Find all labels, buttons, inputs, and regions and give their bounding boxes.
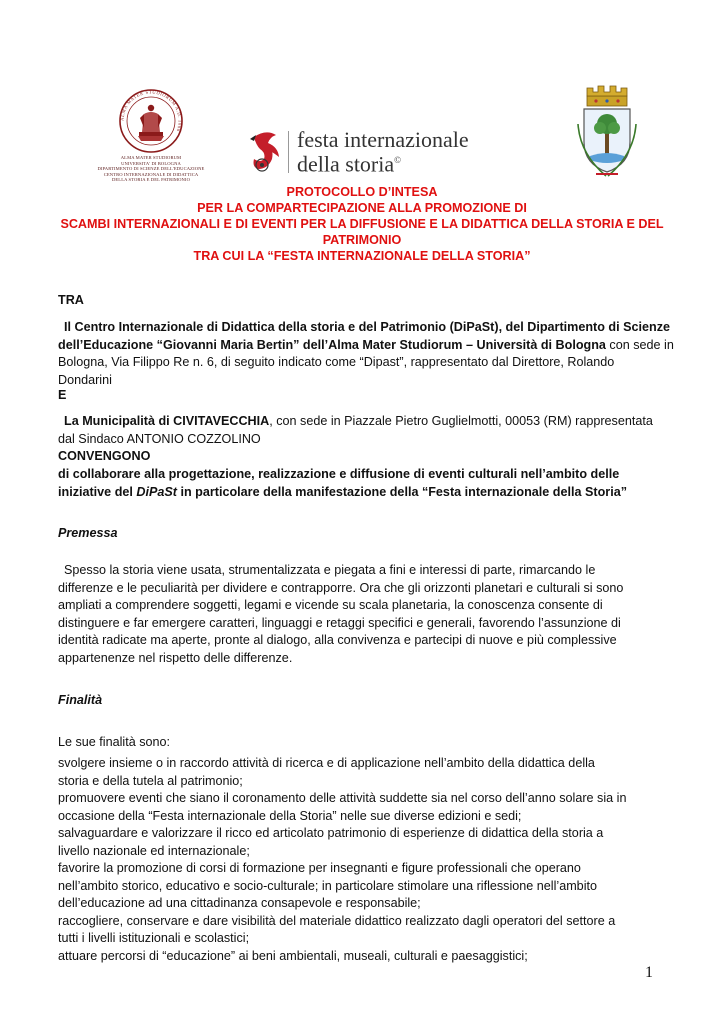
finalita-list	[58, 755, 654, 965]
finalita-line: promuovere eventi che siano il coronamento delle attività suddette sia nel corso dell’anno solare sia in	[58, 791, 627, 805]
coat-of-arms-icon	[576, 84, 638, 180]
festa-logo	[248, 128, 469, 176]
university-line: DIPARTIMENTO DI SCIENZE DELL'EDUCAZIONE	[97, 166, 205, 172]
party-one-line: Dondarini	[58, 372, 112, 387]
title-line: SCAMBI INTERNAZIONALI E DI EVENTI PER LA DIFFUSIONE E LA DIDATTICA DELLA STORIA E DEL	[60, 217, 664, 231]
finalita-line: occasione della “Festa internazionale della Storia” nelle sue diverse edizioni e sedi;	[58, 808, 522, 823]
agreement-text: iniziative del	[58, 484, 137, 499]
party-one-bold-text: dell’Educazione “Giovanni Maria Bertin” dell’Alma Mater Studiorum – Università di Bologna	[58, 337, 606, 352]
festa-bird-icon	[248, 129, 282, 175]
document-title	[40, 184, 684, 264]
premessa-line: appartenenze nel rispetto delle differenze.	[58, 650, 293, 665]
finalita-line: storia e della tutela al patrimonio;	[58, 773, 243, 788]
finalita-line: dell’educazione ad una cittadinanza consapevole e responsabile;	[58, 896, 421, 910]
party-one-line: Il Centro Internazionale di Didattica della storia e del Patrimonio (DiPaSt), del Dipartimento di Scienze	[64, 320, 671, 334]
party-two-text: , con sede in Piazzale Pietro Guglielmotti, 00053 (RM) rappresentata	[269, 414, 653, 428]
festa-title-line1: festa internazionale	[297, 127, 469, 153]
university-line: ALMA MATER STUDIORUM	[120, 155, 182, 160]
title-line: PROTOCOLLO D’INTESA	[286, 185, 438, 199]
title-line: TRA CUI LA “FESTA INTERNAZIONALE DELLA STORIA”	[193, 249, 531, 263]
premessa-line: ampliati a comprendere soggetti, legami e vicende su scala planetaria, la conoscenza consente di	[58, 598, 603, 612]
agreement-line: di collaborare alla progettazione, realizzazione e diffusione di eventi culturali nell’ambito delle	[58, 467, 620, 481]
page-number: 1	[645, 964, 653, 981]
finalita-intro: Le sue finalità sono:	[58, 735, 171, 749]
party-one-line: Bologna, Via Filippo Re n. 6, di seguito indicato come “Dipast”, rappresentato dal Direttore, Rolando	[58, 355, 615, 369]
title-line: PER LA COMPARTECIPAZIONE ALLA PROMOZIONE DI	[197, 201, 527, 215]
festa-title-line2: della storia	[297, 151, 395, 177]
party-one-text: con sede in	[605, 337, 674, 352]
university-line: UNIVERSITA' DI BOLOGNA	[121, 160, 181, 166]
premessa-line: identità radicate ma aperte, pronte al dialogo, alla convivenza e partecipi di nuove e più complessive	[58, 633, 617, 647]
finalita-line: tutti i livelli istituzionali e scolastici;	[58, 931, 250, 945]
finalita-line: raccogliere, conservare e dare visibilità del materiale didattico realizzato dagli operatori del settore a	[58, 913, 616, 928]
e-conjunction: E	[58, 388, 67, 402]
convengono-label: CONVENGONO	[58, 449, 151, 463]
university-line: DELLA STORIA E DEL PATRIMONIO	[111, 177, 191, 183]
party-one-paragraph	[58, 319, 674, 389]
finalita-line: nell’ambito storico, educativo e socio-culturale; in particolare stimolare una riflessione nell’ambito	[58, 878, 597, 893]
logo-separator	[288, 131, 289, 173]
title-line: PATRIMONIO	[322, 233, 402, 247]
finalita-line: favorire la promozione di corsi di formazione per insegnanti e figure professionali che operano	[58, 861, 581, 875]
tra-label: TRA	[58, 293, 84, 307]
premessa-heading: Premessa	[58, 526, 118, 540]
finalita-line: attuare percorsi di “educazione” ai beni ambientali, museali, culturali e paesaggistici;	[58, 948, 528, 963]
finalita-line: salvaguardare e valorizzare il ricco ed articolato patrimonio di esperienze di didattica della storia a	[58, 826, 604, 840]
premessa-line: differenze e le peculiarità per dividere e contrapporre. Ora che gli orizzonti planetari e culturali si sono	[58, 580, 624, 595]
agreement-paragraph	[58, 466, 654, 501]
university-seal-icon	[118, 88, 184, 154]
university-line: CENTRO INTERNAZIONALE DI DIDATTICA	[103, 171, 199, 177]
university-logo	[96, 88, 206, 183]
finalita-line: livello nazionale ed internazionale;	[58, 843, 250, 858]
municipal-crest	[576, 84, 638, 185]
seal-ring-text: ALMA MATER STUDIORUM A.D. 1088	[119, 89, 183, 133]
finalita-line: svolgere insieme o in raccordo attività di ricerca e di applicazione nell’ambito della didattica della	[58, 756, 595, 770]
copyright-mark: ©	[394, 155, 401, 166]
premessa-paragraph	[58, 562, 654, 667]
dipast-italic: DiPaSt	[136, 484, 177, 499]
party-two-paragraph	[58, 413, 654, 448]
party-two-bold-text: La Municipalità di CIVITAVECCHIA	[64, 414, 270, 428]
finalita-heading: Finalità	[58, 693, 103, 707]
premessa-line: Spesso la storia viene usata, strumentalizzata e piegata a fini e interessi di parte, rimarcando le	[64, 563, 596, 577]
premessa-line: distinguere e far emergere caratteri, linguaggi e retaggi specifici e generali, favorendo l’assunzione di	[58, 615, 621, 630]
party-two-line: dal Sindaco ANTONIO COZZOLINO	[58, 431, 261, 446]
agreement-text: in particolare della manifestazione della “Festa internazionale della Storia”	[176, 484, 627, 499]
